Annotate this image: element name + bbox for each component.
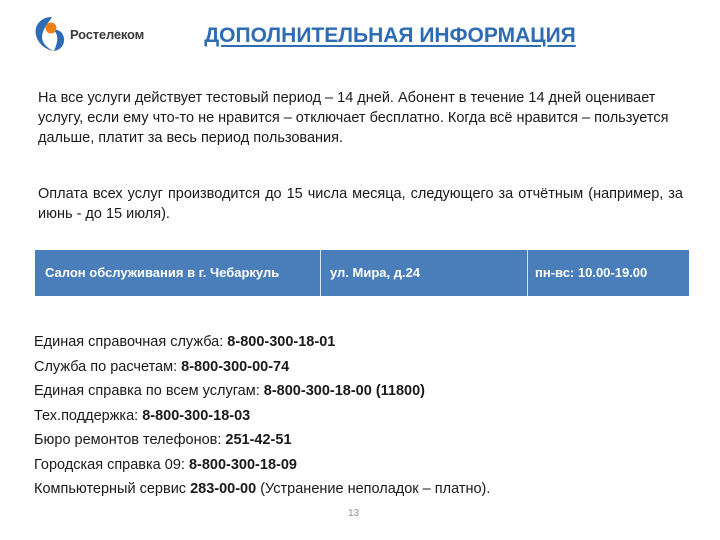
divider: [320, 250, 321, 296]
page-title: ДОПОЛНИТЕЛЬНАЯ ИНФОРМАЦИЯ: [204, 24, 576, 47]
contact-label: Компьютерный сервис: [34, 481, 191, 497]
trial-period-text: На все услуги действует тестовый период – 14 дней. Абонент в течение 14 дней оценивает услугу, если ему что-то не нравится – отключает бесплатно. Когда всё нравится – пользуется дальше, платит за весь период пользования.: [38, 90, 669, 146]
office-address: ул. Мира, д.24: [330, 265, 421, 280]
contact-phone: 8-800-300-18-03: [142, 407, 251, 424]
contact-note: (Устранение неполадок – платно).: [256, 481, 491, 497]
payment-terms-text: Оплата всех услуг производится до 15 числа месяца, следующего за отчётным (например, за июнь - до 15 июля).: [38, 186, 683, 222]
list-item: [34, 428, 490, 453]
list-item: [34, 477, 490, 502]
contact-label: Единая справка по всем услугам:: [34, 383, 264, 399]
logo-text: Ростелеком: [70, 27, 144, 42]
contact-label: Единая справочная служба:: [34, 334, 228, 350]
divider: [527, 250, 528, 296]
contact-phone: 251-42-51: [225, 432, 292, 448]
list-item: [34, 453, 490, 478]
contact-phone: 8-800-300-18-09: [188, 456, 297, 473]
contact-phone: 8-800-300-18-01: [227, 334, 336, 350]
contact-phone: 8-800-300-18-00 (11800): [263, 383, 426, 399]
list-item: [34, 379, 490, 404]
contact-phone: 283-00-00: [190, 481, 257, 497]
contact-label: Бюро ремонтов телефонов:: [34, 432, 226, 448]
office-info-bar: [35, 250, 689, 296]
contact-list: [34, 330, 490, 502]
contact-label: Тех.поддержка:: [34, 407, 143, 424]
contact-label: Городская справка 09:: [34, 456, 189, 473]
office-name: Салон обслуживания в г. Чебаркуль: [45, 265, 280, 280]
list-item: [34, 404, 490, 429]
list-item: [34, 330, 490, 355]
office-hours: пн-вс: 10.00-19.00: [535, 265, 648, 280]
page-number: 13: [348, 508, 360, 519]
contact-label: Служба по расчетам:: [34, 358, 182, 375]
list-item: [34, 355, 490, 380]
contact-phone: 8-800-300-00-74: [181, 358, 290, 375]
